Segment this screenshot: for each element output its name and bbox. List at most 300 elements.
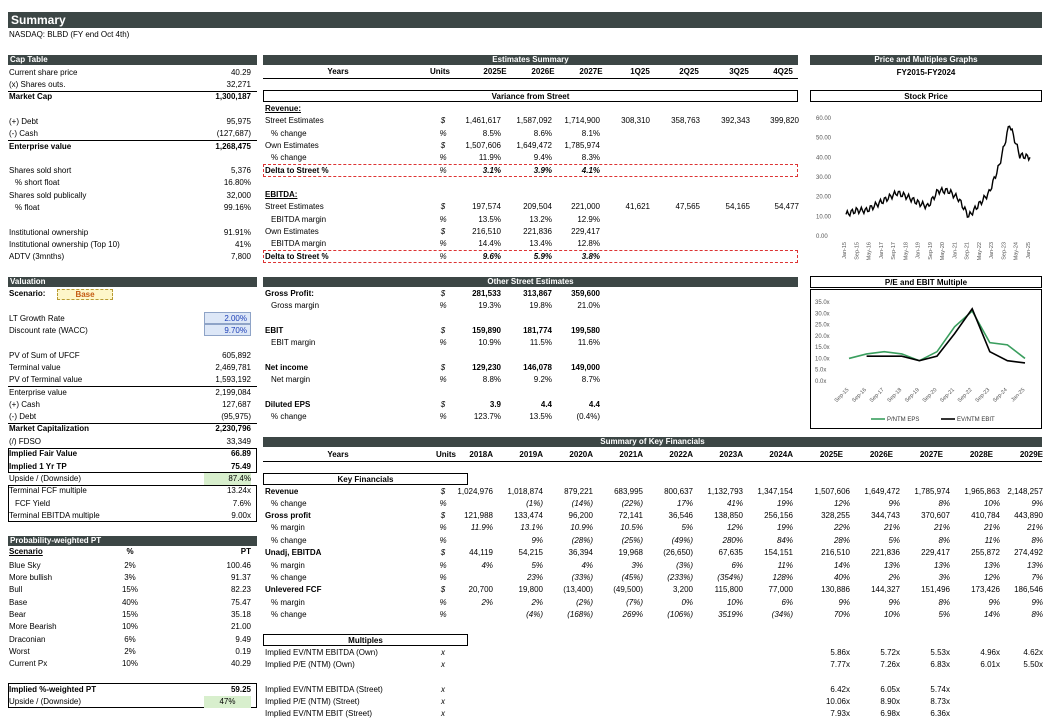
y-tick-label: 5.0x [815, 367, 827, 374]
valuation-label: Implied Fair Value [9, 449, 78, 458]
key-fin-value: 3% [938, 573, 950, 582]
key-fin-value: 443,890 [1014, 511, 1043, 520]
scenario-select[interactable]: Base [57, 289, 113, 300]
revenue-section-label: Revenue: [265, 104, 302, 113]
multiple-label: Implied EV/NTM EBIT (Street) [265, 709, 372, 718]
other-value: 8.7% [581, 375, 600, 384]
multiple-unit: x [441, 685, 445, 694]
prob-pt: 40.29 [230, 659, 251, 668]
prob-col-pt: PT [240, 547, 251, 556]
estimates-value: 12.8% [577, 239, 600, 248]
key-fin-unit: % [439, 523, 447, 532]
prob-pct: 40% [121, 598, 138, 607]
key-fin-value: 72,141 [618, 511, 643, 520]
key-fin-row-label: % margin [271, 523, 305, 532]
key-fin-col-header: 2018A [469, 450, 493, 459]
key-fin-value: 22% [833, 523, 850, 532]
other-row-label: EBIT margin [271, 338, 316, 347]
multiples-box [8, 485, 257, 522]
key-fin-value: 128% [772, 573, 793, 582]
wacc-input[interactable]: 9.70% [204, 324, 251, 336]
key-fin-value: 0% [681, 598, 693, 607]
legend-label: EV/NTM EBIT [957, 417, 995, 423]
estimates-unit: $ [440, 116, 446, 125]
lt-growth-input[interactable]: 2.00% [204, 312, 251, 324]
key-fin-value: 5% [938, 610, 950, 619]
estimates-value: 13.5% [478, 215, 501, 224]
key-fin-value: 1,785,974 [914, 487, 950, 496]
y-tick-label: 25.0x [815, 322, 830, 329]
x-tick-label: Sep-21 [964, 242, 971, 260]
key-fin-value: 2% [531, 598, 543, 607]
key-fin-value: 19% [776, 499, 793, 508]
key-fin-value: 13% [933, 561, 950, 570]
divider [8, 91, 257, 92]
estimates-value [700, 140, 750, 152]
key-fin-row-label: Unlevered FCF [265, 585, 322, 594]
estimates-value: 47,565 [675, 202, 700, 211]
key-fin-value: 144,327 [871, 585, 900, 594]
multiples-header: Multiples [263, 634, 468, 646]
estimates-value: 221,836 [523, 227, 552, 236]
key-fin-unit: $ [440, 548, 446, 557]
cap-label: (-) Cash [9, 129, 38, 138]
estimates-value: 3.9% [533, 166, 552, 175]
estimates-value: 8.6% [533, 129, 552, 138]
other-value: 149,000 [571, 363, 600, 372]
cap-value: 95,975 [226, 117, 251, 126]
key-fin-value: (25%) [621, 536, 643, 545]
valuation-value: 1,593,192 [215, 375, 251, 384]
key-fin-value: 3% [631, 561, 643, 570]
estimates-value [650, 226, 700, 238]
prob-col-scenario: Scenario [9, 547, 43, 556]
valuation-label: Terminal FCF multiple [9, 486, 87, 495]
scenario-label: Scenario: [9, 289, 46, 298]
key-fin-col-header: 2024A [769, 450, 793, 459]
other-value: 19.8% [529, 301, 552, 310]
other-row-label: EBIT [265, 326, 284, 335]
other-value: 146,078 [523, 363, 552, 372]
key-fin-value: 121,988 [464, 511, 493, 520]
estimates-value: 8.3% [581, 153, 600, 162]
estimates-value [749, 214, 799, 226]
key-fin-value: 1,347,154 [757, 487, 793, 496]
key-fin-value: (106%) [667, 610, 693, 619]
valuation-value: 87.4% [204, 473, 251, 485]
estimates-row-label: Delta to Street % [265, 252, 329, 261]
y-tick-label: 60.00 [816, 116, 832, 122]
other-value: 181,774 [523, 326, 552, 335]
key-fin-value: 8% [938, 536, 950, 545]
key-fin-col-header: 2022A [669, 450, 693, 459]
key-fin-value [438, 498, 493, 510]
x-tick-label: Jan-25 [1010, 387, 1027, 404]
key-fin-value: 8% [938, 499, 950, 508]
key-fin-row-label: % change [271, 536, 307, 545]
estimates-value: 216,510 [472, 227, 501, 236]
key-fin-value: 186,546 [1014, 585, 1043, 594]
other-value: 3.9 [489, 400, 501, 409]
cap-value: 99.16% [223, 203, 251, 212]
key-fin-value: 77,000 [768, 585, 793, 594]
key-fin-value: 274,492 [1014, 548, 1043, 557]
prob-pt-header: Probability-weighted PT [8, 536, 257, 546]
other-unit: $ [440, 289, 446, 298]
cap-value: 5,376 [230, 166, 251, 175]
other-value: 359,600 [571, 289, 600, 298]
prob-scenario: Bear [9, 610, 26, 619]
cap-value: 1,300,187 [215, 92, 251, 101]
pe-ebit-multiple-chart [811, 290, 1041, 428]
estimates-value: 5.9% [533, 252, 552, 261]
key-fin-col-header: Units [436, 450, 456, 459]
key-fin-value: 96,200 [568, 511, 593, 520]
valuation-value: 127,687 [222, 400, 251, 409]
key-fin-value: (13,400) [563, 585, 593, 594]
key-fin-value: 12% [983, 573, 1000, 582]
estimates-value: 12.9% [577, 215, 600, 224]
key-fin-value: (4%) [526, 610, 543, 619]
other-value: 4.4 [588, 400, 600, 409]
y-tick-label: 20.00 [816, 194, 832, 201]
cap-label: ADTV (3mnths) [9, 252, 65, 261]
prob-scenario: Current Px [9, 659, 48, 668]
key-fin-value: 9% [988, 598, 1000, 607]
estimates-value [600, 226, 650, 238]
key-fin-value: 6% [731, 561, 743, 570]
estimates-value [749, 152, 799, 164]
estimates-row-label: Own Estimates [265, 141, 319, 150]
valuation-value: 2,199,084 [215, 388, 251, 397]
page-subtitle: NASDAQ: BLBD (FY end Oct 4th) [9, 30, 130, 39]
cap-label: Shares sold short [9, 166, 72, 175]
y-tick-label: 10.00 [816, 214, 832, 221]
other-unit: % [439, 412, 447, 421]
key-fin-col-header: 2021A [619, 450, 643, 459]
estimates-value: 54,165 [725, 202, 750, 211]
valuation-value: 33,349 [226, 437, 251, 446]
estimates-value: 13.2% [529, 215, 552, 224]
estimates-value [600, 152, 650, 164]
estimates-col-header: 2Q25 [679, 67, 699, 76]
estimates-value: 9.4% [533, 153, 552, 162]
x-tick-label: Sep-15 [833, 387, 851, 404]
key-fin-value: 19% [776, 523, 793, 532]
other-value: 4.4 [540, 400, 552, 409]
y-tick-label: 30.0x [815, 311, 830, 318]
key-fin-value: 2% [481, 598, 493, 607]
pe-ntm-eps-line [849, 311, 1025, 361]
multiple-unit: x [441, 709, 445, 718]
key-fin-value: 8% [938, 598, 950, 607]
x-tick-label: Sep-19 [904, 387, 921, 404]
legend-label: P/NTM EPS [887, 417, 920, 423]
key-fin-value: (14%) [571, 499, 593, 508]
multiple-value: 4.96x [980, 648, 1000, 657]
key-fin-subheader: Key Financials [263, 473, 468, 485]
multiple-label: Implied P/E (NTM) (Own) [265, 660, 355, 669]
estimates-col-header: 2026E [531, 67, 555, 76]
y-tick-label: 0.00 [816, 234, 828, 240]
key-fin-col-header: 2019A [519, 450, 543, 459]
estimates-value [749, 238, 799, 250]
cap-label: (+) Debt [9, 117, 39, 126]
multiple-value: 5.53x [930, 648, 950, 657]
divider [8, 386, 257, 387]
key-fin-value: 255,872 [971, 548, 1000, 557]
key-fin-value: 10% [983, 499, 1000, 508]
other-value: 10.9% [478, 338, 501, 347]
cap-label: % short float [15, 178, 60, 187]
estimates-col-header: 3Q25 [729, 67, 749, 76]
key-fin-value: 3,200 [672, 585, 693, 594]
variance-header: Variance from Street [263, 90, 798, 102]
key-fin-value: (22%) [621, 499, 643, 508]
cap-label: Institutional ownership (Top 10) [9, 240, 120, 249]
lt-growth-label: LT Growth Rate [9, 314, 65, 323]
x-tick-label: Sep-18 [886, 387, 904, 404]
x-tick-label: May-20 [940, 242, 947, 261]
estimates-unit: $ [440, 227, 446, 236]
key-fin-value: 9% [1031, 598, 1043, 607]
estimates-value [650, 128, 700, 140]
key-fin-value: 9% [838, 598, 850, 607]
multiple-value: 7.77x [830, 660, 850, 669]
multiple-value: 6.42x [830, 685, 850, 694]
key-fin-value: 328,255 [821, 511, 850, 520]
prob-upside-value: 47% [204, 696, 251, 708]
key-fin-value: 10% [883, 610, 900, 619]
key-fin-value: 151,496 [921, 585, 950, 594]
other-row-label: % change [271, 412, 307, 421]
key-fin-value: (34%) [771, 610, 793, 619]
key-fin-value: 21% [1026, 523, 1043, 532]
other-value: (0.4%) [576, 412, 600, 421]
key-fin-value: 256,156 [764, 511, 793, 520]
other-value: 13.5% [529, 412, 552, 421]
other-value: 11.5% [529, 338, 552, 347]
other-value: 19.3% [478, 301, 501, 310]
x-tick-label: Sep-20 [921, 387, 939, 404]
other-value: 313,867 [523, 289, 552, 298]
x-tick-label: May-16 [866, 242, 873, 261]
key-fin-unit: % [439, 598, 447, 607]
estimates-value: 221,000 [571, 202, 600, 211]
key-fin-value: 17% [676, 499, 693, 508]
estimates-value [600, 140, 650, 152]
key-fin-value: 1,024,976 [457, 487, 493, 496]
key-fin-col-header: 2023A [719, 450, 743, 459]
key-fin-value: 6% [781, 598, 793, 607]
key-fin-value: 19,800 [518, 585, 543, 594]
key-fin-value: (2%) [576, 598, 593, 607]
other-unit: $ [440, 363, 446, 372]
key-fin-value: (49,500) [613, 585, 643, 594]
key-fin-col-header: 2028E [969, 450, 993, 459]
key-fin-value: 1,132,793 [707, 487, 743, 496]
multiple-value [988, 684, 1043, 696]
estimates-value: 1,587,092 [516, 116, 552, 125]
key-fin-value: 2,148,257 [1007, 487, 1043, 496]
key-fin-value: 229,417 [921, 548, 950, 557]
ebitda-section-label: EBITDA: [265, 190, 298, 199]
valuation-value: 66.89 [230, 449, 251, 458]
valuation-value: 605,892 [222, 351, 251, 360]
cap-value: 32,271 [226, 80, 251, 89]
divider [263, 78, 798, 79]
estimates-col-header: Units [430, 67, 450, 76]
estimates-value: 229,417 [571, 227, 600, 236]
estimates-unit: % [439, 129, 447, 138]
key-fin-value: 13% [1026, 561, 1043, 570]
key-fin-value: 44,119 [469, 548, 493, 557]
key-fin-value: 9% [888, 499, 900, 508]
other-value: 8.8% [482, 375, 501, 384]
x-tick-label: Sep-24 [992, 387, 1009, 404]
key-fin-value: 70% [833, 610, 850, 619]
key-fin-value: 133,474 [514, 511, 543, 520]
ev-ntm-ebit-line [867, 309, 1025, 363]
key-fin-value: 12% [726, 523, 743, 532]
estimates-value: 41,621 [625, 202, 650, 211]
key-fin-unit: % [439, 561, 447, 570]
key-fin-value: 269% [622, 610, 643, 619]
valuation-label: Terminal value [9, 363, 61, 372]
y-tick-label: 35.0x [815, 300, 830, 306]
x-tick-label: Sep-23 [974, 387, 992, 404]
cap-value: 41% [234, 240, 251, 249]
key-fin-value: 4% [581, 561, 593, 570]
key-fin-value: 28% [833, 536, 850, 545]
other-unit: % [439, 301, 447, 310]
key-fin-value: 1,018,874 [507, 487, 543, 496]
cap-label: (x) Shares outs. [9, 80, 66, 89]
estimates-unit: % [439, 252, 447, 261]
estimates-value: 1,714,900 [564, 116, 600, 125]
key-fin-col-header: 2020A [569, 450, 593, 459]
key-fin-value: 36,394 [568, 548, 593, 557]
valuation-label: Implied 1 Yr TP [9, 462, 67, 471]
estimates-value [600, 214, 650, 226]
prob-scenario: Draconian [9, 635, 46, 644]
y-tick-label: 10.0x [815, 356, 830, 363]
prob-pt: 35.18 [230, 610, 251, 619]
multiple-value: 6.05x [880, 685, 900, 694]
other-value: 21.0% [577, 301, 600, 310]
multiple-value: 6.98x [880, 709, 900, 718]
estimates-unit: $ [440, 202, 446, 211]
valuation-label: Upside / (Downside) [9, 474, 82, 483]
key-fin-value: 11% [984, 536, 1000, 545]
prob-pct: 2% [124, 561, 136, 570]
other-value: 281,533 [472, 289, 501, 298]
key-fin-value: 7% [1031, 573, 1043, 582]
multiple-value: 4.62x [1023, 648, 1043, 657]
estimates-value: 392,343 [721, 116, 750, 125]
x-tick-label: Jan-23 [989, 242, 996, 259]
prob-upside-label: Upside / (Downside) [9, 697, 82, 706]
key-fin-value: 20,700 [468, 585, 493, 594]
prob-pt: 0.19 [235, 647, 251, 656]
prob-col-pct: % [126, 547, 134, 556]
key-fin-value: (45%) [621, 573, 643, 582]
cap-label: Current share price [9, 68, 78, 77]
cap-value: 91.91% [223, 228, 251, 237]
valuation-value: 75.49 [230, 462, 251, 471]
cap-label: % float [15, 203, 40, 212]
x-tick-label: Jan-25 [1026, 242, 1032, 259]
estimates-row-label: EBITDA margin [271, 215, 327, 224]
key-fin-value: 1,649,472 [864, 487, 900, 496]
key-fin-value: 14% [833, 561, 850, 570]
valuation-label: PV of Terminal value [9, 375, 83, 384]
estimates-row-label: EBITDA margin [271, 239, 327, 248]
key-fin-value: (49%) [671, 536, 693, 545]
estimates-col-header: 2025E [483, 67, 507, 76]
valuation-label: (-) Debt [9, 412, 37, 421]
graphs-header: Price and Multiples Graphs [810, 55, 1042, 65]
multiple-label: Implied EV/NTM EBITDA (Street) [265, 685, 383, 694]
key-fin-value: 1,507,606 [814, 487, 850, 496]
estimates-value: 358,763 [671, 116, 700, 125]
key-fin-value: 21% [933, 523, 950, 532]
x-tick-label: Jan-17 [878, 242, 885, 259]
key-fin-unit: % [439, 499, 447, 508]
estimates-row-label: Street Estimates [265, 116, 324, 125]
multiple-unit: x [441, 660, 445, 669]
x-tick-label: Jan-19 [915, 242, 922, 259]
valuation-value: 2,230,796 [215, 424, 251, 433]
prob-pt: 21.00 [230, 622, 251, 631]
estimates-header: Estimates Summary [263, 55, 798, 65]
other-value: 9.2% [533, 375, 552, 384]
key-fin-value: 67,635 [718, 548, 743, 557]
estimates-value [700, 214, 750, 226]
valuation-label: (+) Cash [9, 400, 40, 409]
x-tick-label: Sep-17 [891, 242, 898, 260]
prob-pt: 82.23 [230, 585, 251, 594]
key-fin-value: (7%) [626, 598, 643, 607]
estimates-row-label: % change [271, 129, 307, 138]
key-fin-unit: $ [440, 487, 446, 496]
key-fin-value: 12% [833, 499, 850, 508]
estimates-value: 209,504 [523, 202, 552, 211]
multiple-unit: x [441, 697, 445, 706]
estimates-value: 9.6% [482, 252, 501, 261]
implied-pt-label: Implied %-weighted PT [9, 685, 97, 694]
x-tick-label: May-22 [976, 242, 983, 261]
prob-scenario: More Bearish [9, 622, 57, 631]
estimates-value [749, 140, 799, 152]
estimates-value [650, 214, 700, 226]
key-fin-value: 10% [726, 598, 743, 607]
key-fin-col-header: 2027E [919, 450, 943, 459]
key-fin-value: 11.9% [470, 523, 493, 532]
valuation-label: FCF Yield [15, 499, 51, 508]
estimates-value: 3.1% [482, 166, 501, 175]
key-fin-value: 130,886 [821, 585, 850, 594]
cap-label: Shares sold publically [9, 191, 87, 200]
valuation-label: Market Capitalization [9, 424, 90, 433]
key-fin-value: 36,546 [668, 511, 693, 520]
key-fin-header: Summary of Key Financials [263, 437, 1042, 447]
valuation-value: 7.6% [232, 499, 251, 508]
other-value: 123.7% [473, 412, 501, 421]
x-tick-label: May-18 [903, 242, 910, 261]
prob-pt: 100.46 [226, 561, 251, 570]
x-tick-label: Jan-15 [842, 242, 848, 259]
